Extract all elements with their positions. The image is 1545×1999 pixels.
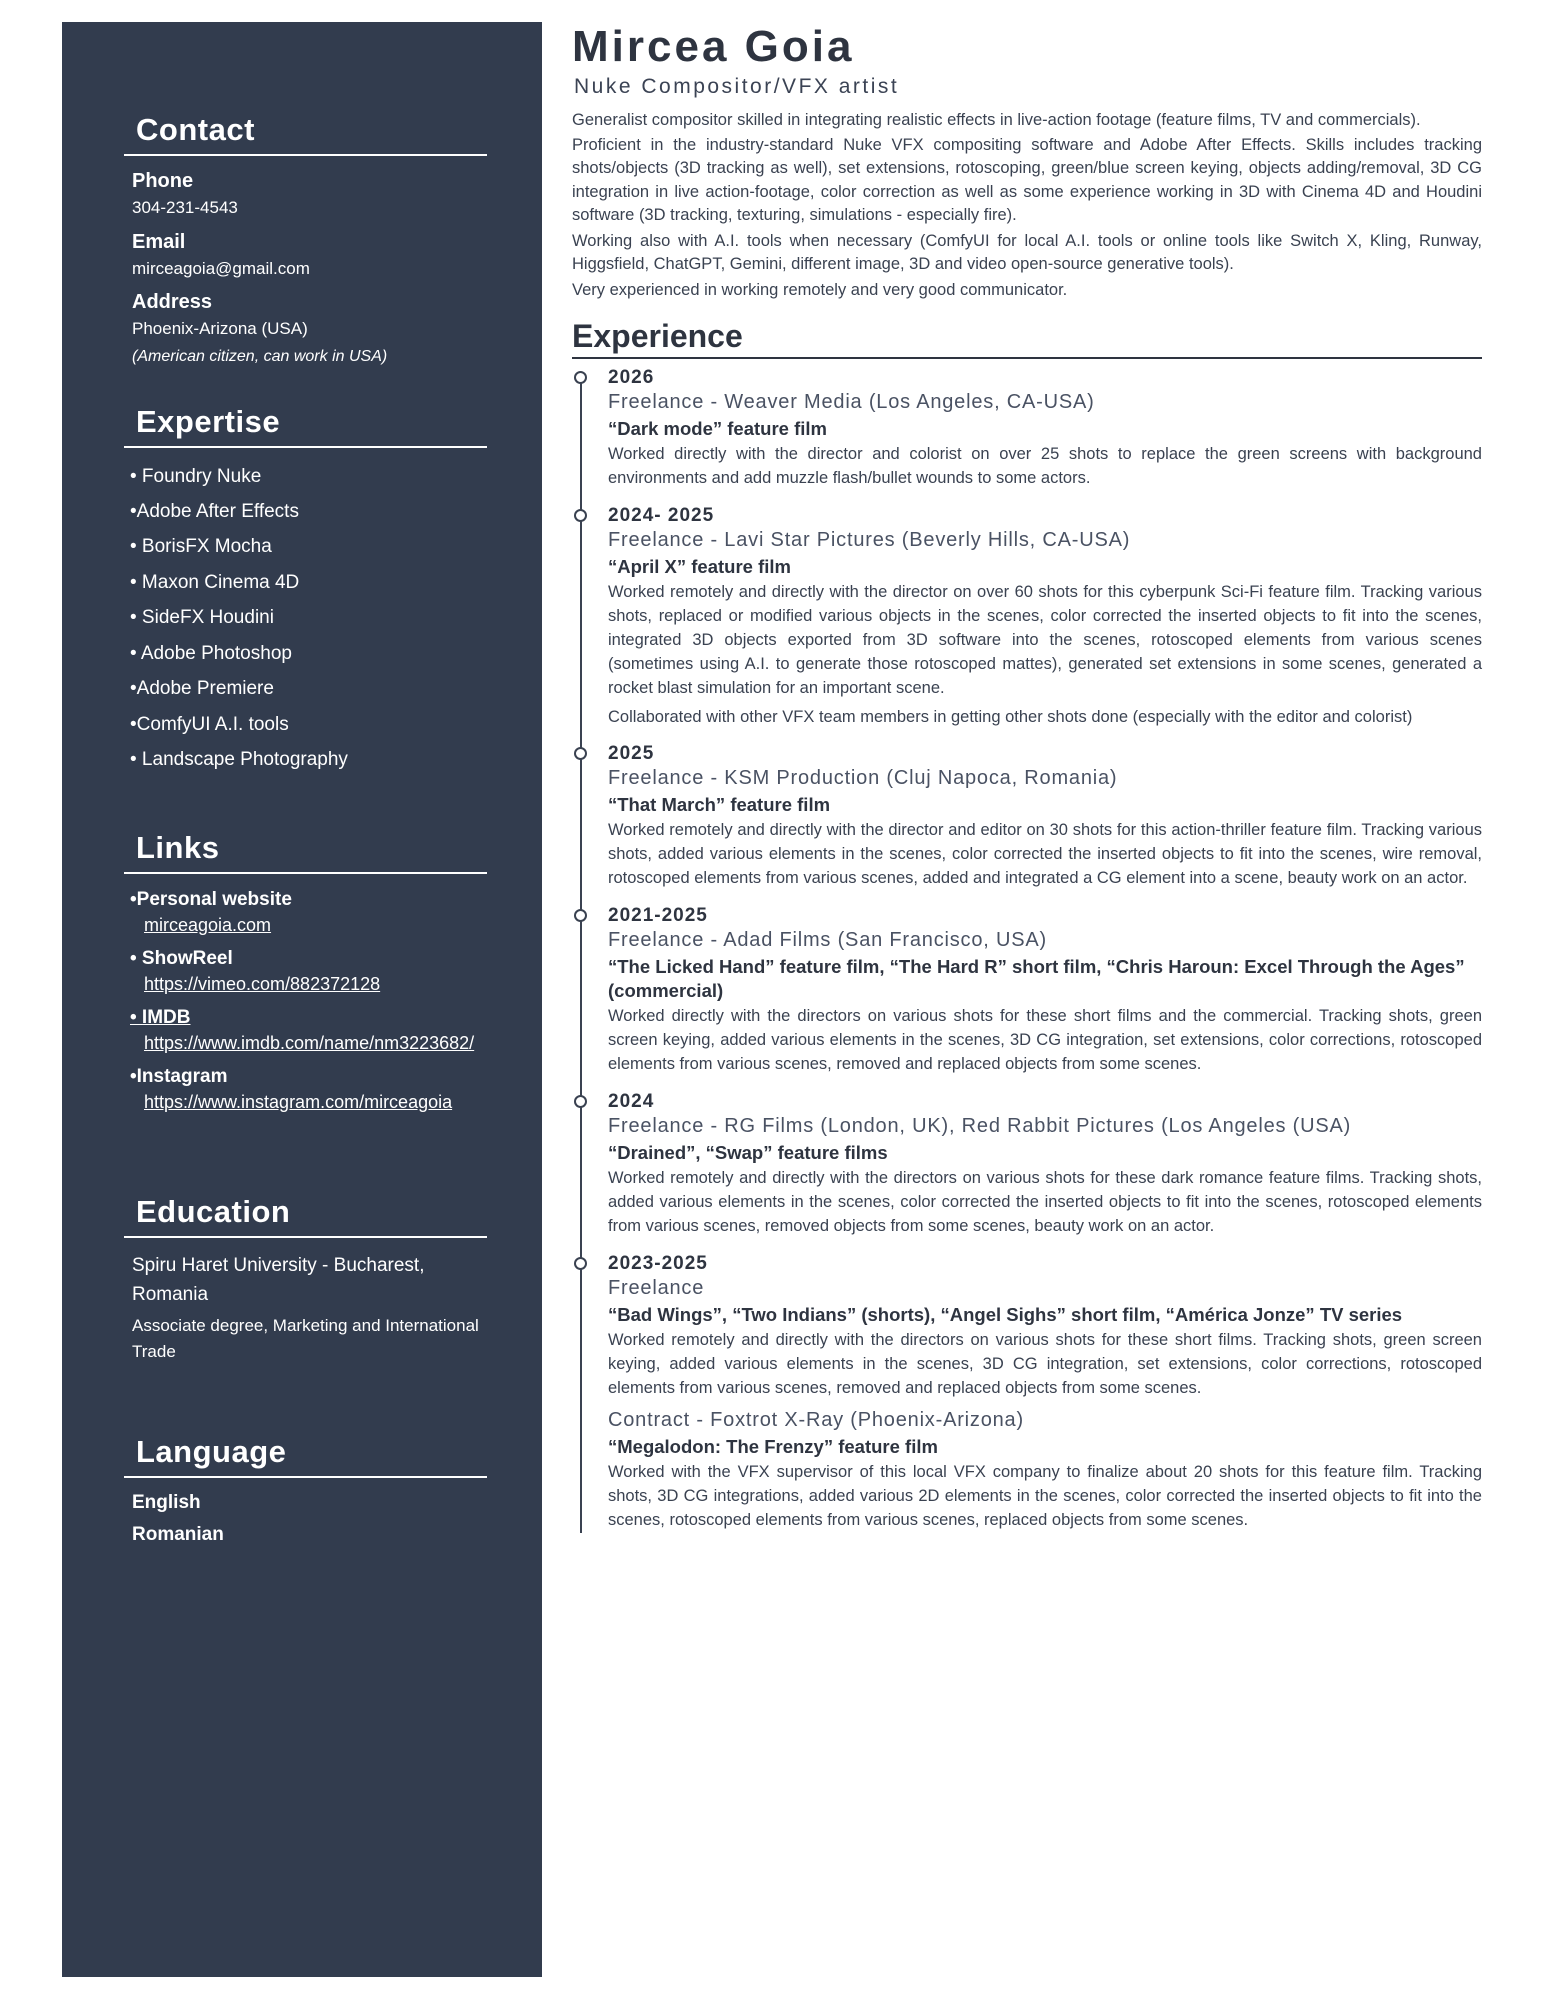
citizenship-note: (American citizen, can work in USA)	[132, 347, 388, 365]
link-url[interactable]: https://www.imdb.com/name/nm3223682/	[144, 1033, 475, 1054]
language-heading: Language	[136, 1434, 287, 1470]
summary-paragraph: Working also with A.I. tools when necessary (ComfyUI for local A.I. tools or online tools like Switch X, Kling, Runway, Higgsfield, ChatGPT, Gemini, different image, 3D and video open-source generative tools).	[572, 231, 1482, 274]
timeline-dot-icon	[574, 1257, 587, 1270]
experience-project: “April X” feature film	[608, 555, 791, 577]
experience-company: Freelance - Adad Films (San Francisco, USA)	[608, 929, 1047, 952]
address-label: Address	[132, 291, 213, 313]
experience-project: “Bad Wings”, “Two Indians” (shorts), “Angel Sighs” short film, “América Jonze” TV series	[608, 1303, 1403, 1325]
link-item-showreel[interactable]	[130, 947, 487, 996]
language-item: English	[132, 1492, 201, 1514]
main-content	[572, 22, 1482, 1547]
sidebar-section-education	[124, 1194, 487, 1364]
experience-date: 2024- 2025	[608, 504, 715, 526]
experience-entry	[608, 743, 1482, 891]
link-item-imdb[interactable]	[130, 1006, 487, 1055]
experience-description: Worked with the VFX supervisor of this local VFX company to finalize about 20 shots for this feature film. Tracking shots, 3D CG integrations, added various 2D elements in the scenes, color corrected the inserted objects to fit into the scenes, rotoscoped elements from various scenes, replaced objects from some scenes.	[608, 1462, 1482, 1529]
link-title: • IMDB	[130, 1007, 191, 1029]
experience-date: 2023-2025	[608, 1252, 708, 1274]
sidebar-section-language	[124, 1434, 487, 1546]
experience-company: Freelance - Lavi Star Pictures (Beverly Hills, CA-USA)	[608, 528, 1131, 551]
education-degree: Associate degree, Marketing and International Trade	[132, 1316, 479, 1361]
experience-timeline	[572, 367, 1482, 1533]
sidebar-section-expertise	[124, 404, 487, 775]
list-item: • Adobe Photoshop	[130, 642, 292, 664]
summary-paragraph: Proficient in the industry-standard Nuke VFX compositing software and Adobe After Effects. Skills includes tracking shots/objects (3D tracking as well), set extensions, rotoscoping, green/blue screen keying, objects adding/removal, 3D CG integration in live action-footage, color correction as well as some experience working in 3D with Cinema 4D and Houdini software (3D tracking, texturing, simulations - especially fire).	[572, 136, 1482, 225]
experience-date: 2026	[608, 366, 655, 388]
experience-company: Freelance	[608, 1276, 705, 1299]
timeline-dot-icon	[574, 909, 587, 922]
professional-summary	[572, 109, 1482, 302]
experience-divider	[572, 357, 1482, 359]
experience-date: 2025	[608, 743, 655, 765]
contact-heading: Contact	[136, 112, 255, 147]
phone-value: 304-231-4543	[132, 198, 238, 217]
timeline-dot-icon	[574, 747, 587, 760]
expertise-list	[124, 462, 487, 775]
phone-label: Phone	[132, 170, 194, 192]
links-divider	[124, 872, 487, 874]
experience-entry	[608, 1253, 1482, 1533]
experience-project: “Dark mode” feature film	[608, 417, 827, 439]
job-role: Nuke Compositor/VFX artist	[574, 74, 900, 98]
experience-company: Freelance - Weaver Media (Los Angeles, CA-USA)	[608, 390, 1095, 413]
experience-entry	[608, 905, 1482, 1077]
experience-entry	[608, 1091, 1482, 1239]
list-item: • SideFX Houdini	[130, 607, 274, 629]
link-item-personal-website[interactable]	[130, 888, 487, 937]
link-title: • ShowReel	[130, 948, 233, 970]
experience-company: Freelance - KSM Production (Cluj Napoca, Romania)	[608, 767, 1118, 790]
experience-company: Contract - Foxtrot X-Ray (Phoenix-Arizona)	[608, 1408, 1024, 1431]
list-item: • Maxon Cinema 4D	[130, 571, 300, 593]
list-item: •ComfyUI A.I. tools	[130, 713, 289, 735]
language-item: Romanian	[132, 1524, 224, 1546]
link-title: •Personal website	[130, 889, 292, 911]
education-divider	[124, 1236, 487, 1238]
contact-divider	[124, 154, 487, 156]
experience-project: “That March” feature film	[608, 794, 831, 816]
experience-heading: Experience	[572, 317, 743, 354]
experience-company: Freelance - RG Films (London, UK), Red Rabbit Pictures (Los Angeles (USA)	[608, 1115, 1352, 1138]
experience-project: “Drained”, “Swap” feature films	[608, 1142, 888, 1164]
link-url[interactable]: mirceagoia.com	[144, 915, 272, 936]
link-url[interactable]: https://www.instagram.com/mirceagoia	[144, 1092, 453, 1113]
experience-description: Worked directly with the director and colorist on over 25 shots to replace the green screens with background environments and add muzzle flash/bullet wounds to some actors.	[608, 445, 1482, 487]
education-heading: Education	[136, 1194, 291, 1230]
experience-date: 2021-2025	[608, 905, 708, 927]
list-item: •Adobe After Effects	[130, 500, 299, 522]
experience-date: 2024	[608, 1091, 655, 1113]
experience-description: Worked directly with the directors on various shots for these short films and the commercial. Tracking shots, green screen keying, added various elements in the scenes, 3D CG integration, set extensions, color corrections, rotoscoped elements from various scenes, removed and replaced objects from some scenes.	[608, 1007, 1482, 1074]
expertise-divider	[124, 446, 487, 448]
experience-project: “Megalodon: The Frenzy” feature film	[608, 1435, 938, 1457]
experience-project: “The Licked Hand” feature film, “The Hard R” short film, “Chris Haroun: Excel Through the Ages” (commercial)	[608, 956, 1465, 1002]
timeline-dot-icon	[574, 509, 587, 522]
education-school: Spiru Haret University - Bucharest, Romania	[132, 1255, 425, 1305]
list-item: • Foundry Nuke	[130, 465, 262, 487]
link-item-instagram[interactable]	[130, 1065, 487, 1114]
experience-entry	[608, 505, 1482, 730]
sidebar	[62, 22, 542, 1977]
email-label: Email	[132, 230, 186, 253]
links-heading: Links	[136, 830, 220, 866]
experience-description: Worked remotely and directly with the directors on various shots for these short films. Tracking shots, green screen keying, added various elements in the scenes, 3D CG integration, set extensions, color corrections, rotoscoped elements from various scenes, removed and replaced objects from some scenes.	[608, 1330, 1482, 1397]
sidebar-section-contact	[124, 112, 487, 366]
experience-description: Collaborated with other VFX team members in getting other shots done (especially with the editor and colorist)	[608, 707, 1413, 726]
list-item: • Landscape Photography	[130, 749, 348, 770]
language-divider	[124, 1476, 487, 1478]
timeline-dot-icon	[574, 371, 587, 384]
address-value: Phoenix-Arizona (USA)	[132, 319, 308, 338]
expertise-heading: Expertise	[136, 403, 281, 439]
email-value: mirceagoia@gmail.com	[132, 258, 310, 278]
sidebar-section-links	[124, 830, 487, 1114]
experience-entry	[608, 367, 1482, 491]
list-item: •Adobe Premiere	[130, 678, 274, 700]
timeline-dot-icon	[574, 1095, 587, 1108]
summary-paragraph: Generalist compositor skilled in integrating realistic effects in live-action footage (feature films, TV and commercials).	[572, 110, 1421, 129]
link-title: •Instagram	[130, 1066, 228, 1088]
experience-description: Worked remotely and directly with the directors on various shots for these dark romance feature films. Tracking shots, added various elements in the scenes, color corrected the inserted objects to fit into the scenes, rotoscoped elements from various scenes, removed objects from some scenes, beauty work on an actor.	[608, 1169, 1482, 1235]
page-title: Mircea Goia	[572, 22, 855, 71]
experience-sub-entry	[608, 1409, 1482, 1533]
experience-description: Worked remotely and directly with the director on over 60 shots for this cyberpunk Sci-Fi feature film. Tracking various shots, replaced or modified various objects in the scenes, color corrected the inserted objects to fit into the scenes, integrated 3D objects exported from 3D software into the scenes, rotoscoped elements from various scenes (sometimes using A.I. to generate those rotoscoped mattes), generated set extensions in some scenes, generated a rocket blast simulation for an important scene.	[608, 582, 1482, 697]
experience-description: Worked remotely and directly with the director and editor on 30 shots for this action-thriller feature film. Tracking various shots, added various elements in the scenes, color corrected the inserted objects to fit into the scenes, wire removal, rotoscoped elements from various scenes, added and integrated a CG element into a scene, beauty work on an actor.	[608, 821, 1482, 888]
summary-paragraph: Very experienced in working remotely and very good communicator.	[572, 280, 1068, 299]
list-item: • BorisFX Mocha	[130, 536, 272, 558]
link-url[interactable]: https://vimeo.com/882372128	[144, 974, 381, 995]
